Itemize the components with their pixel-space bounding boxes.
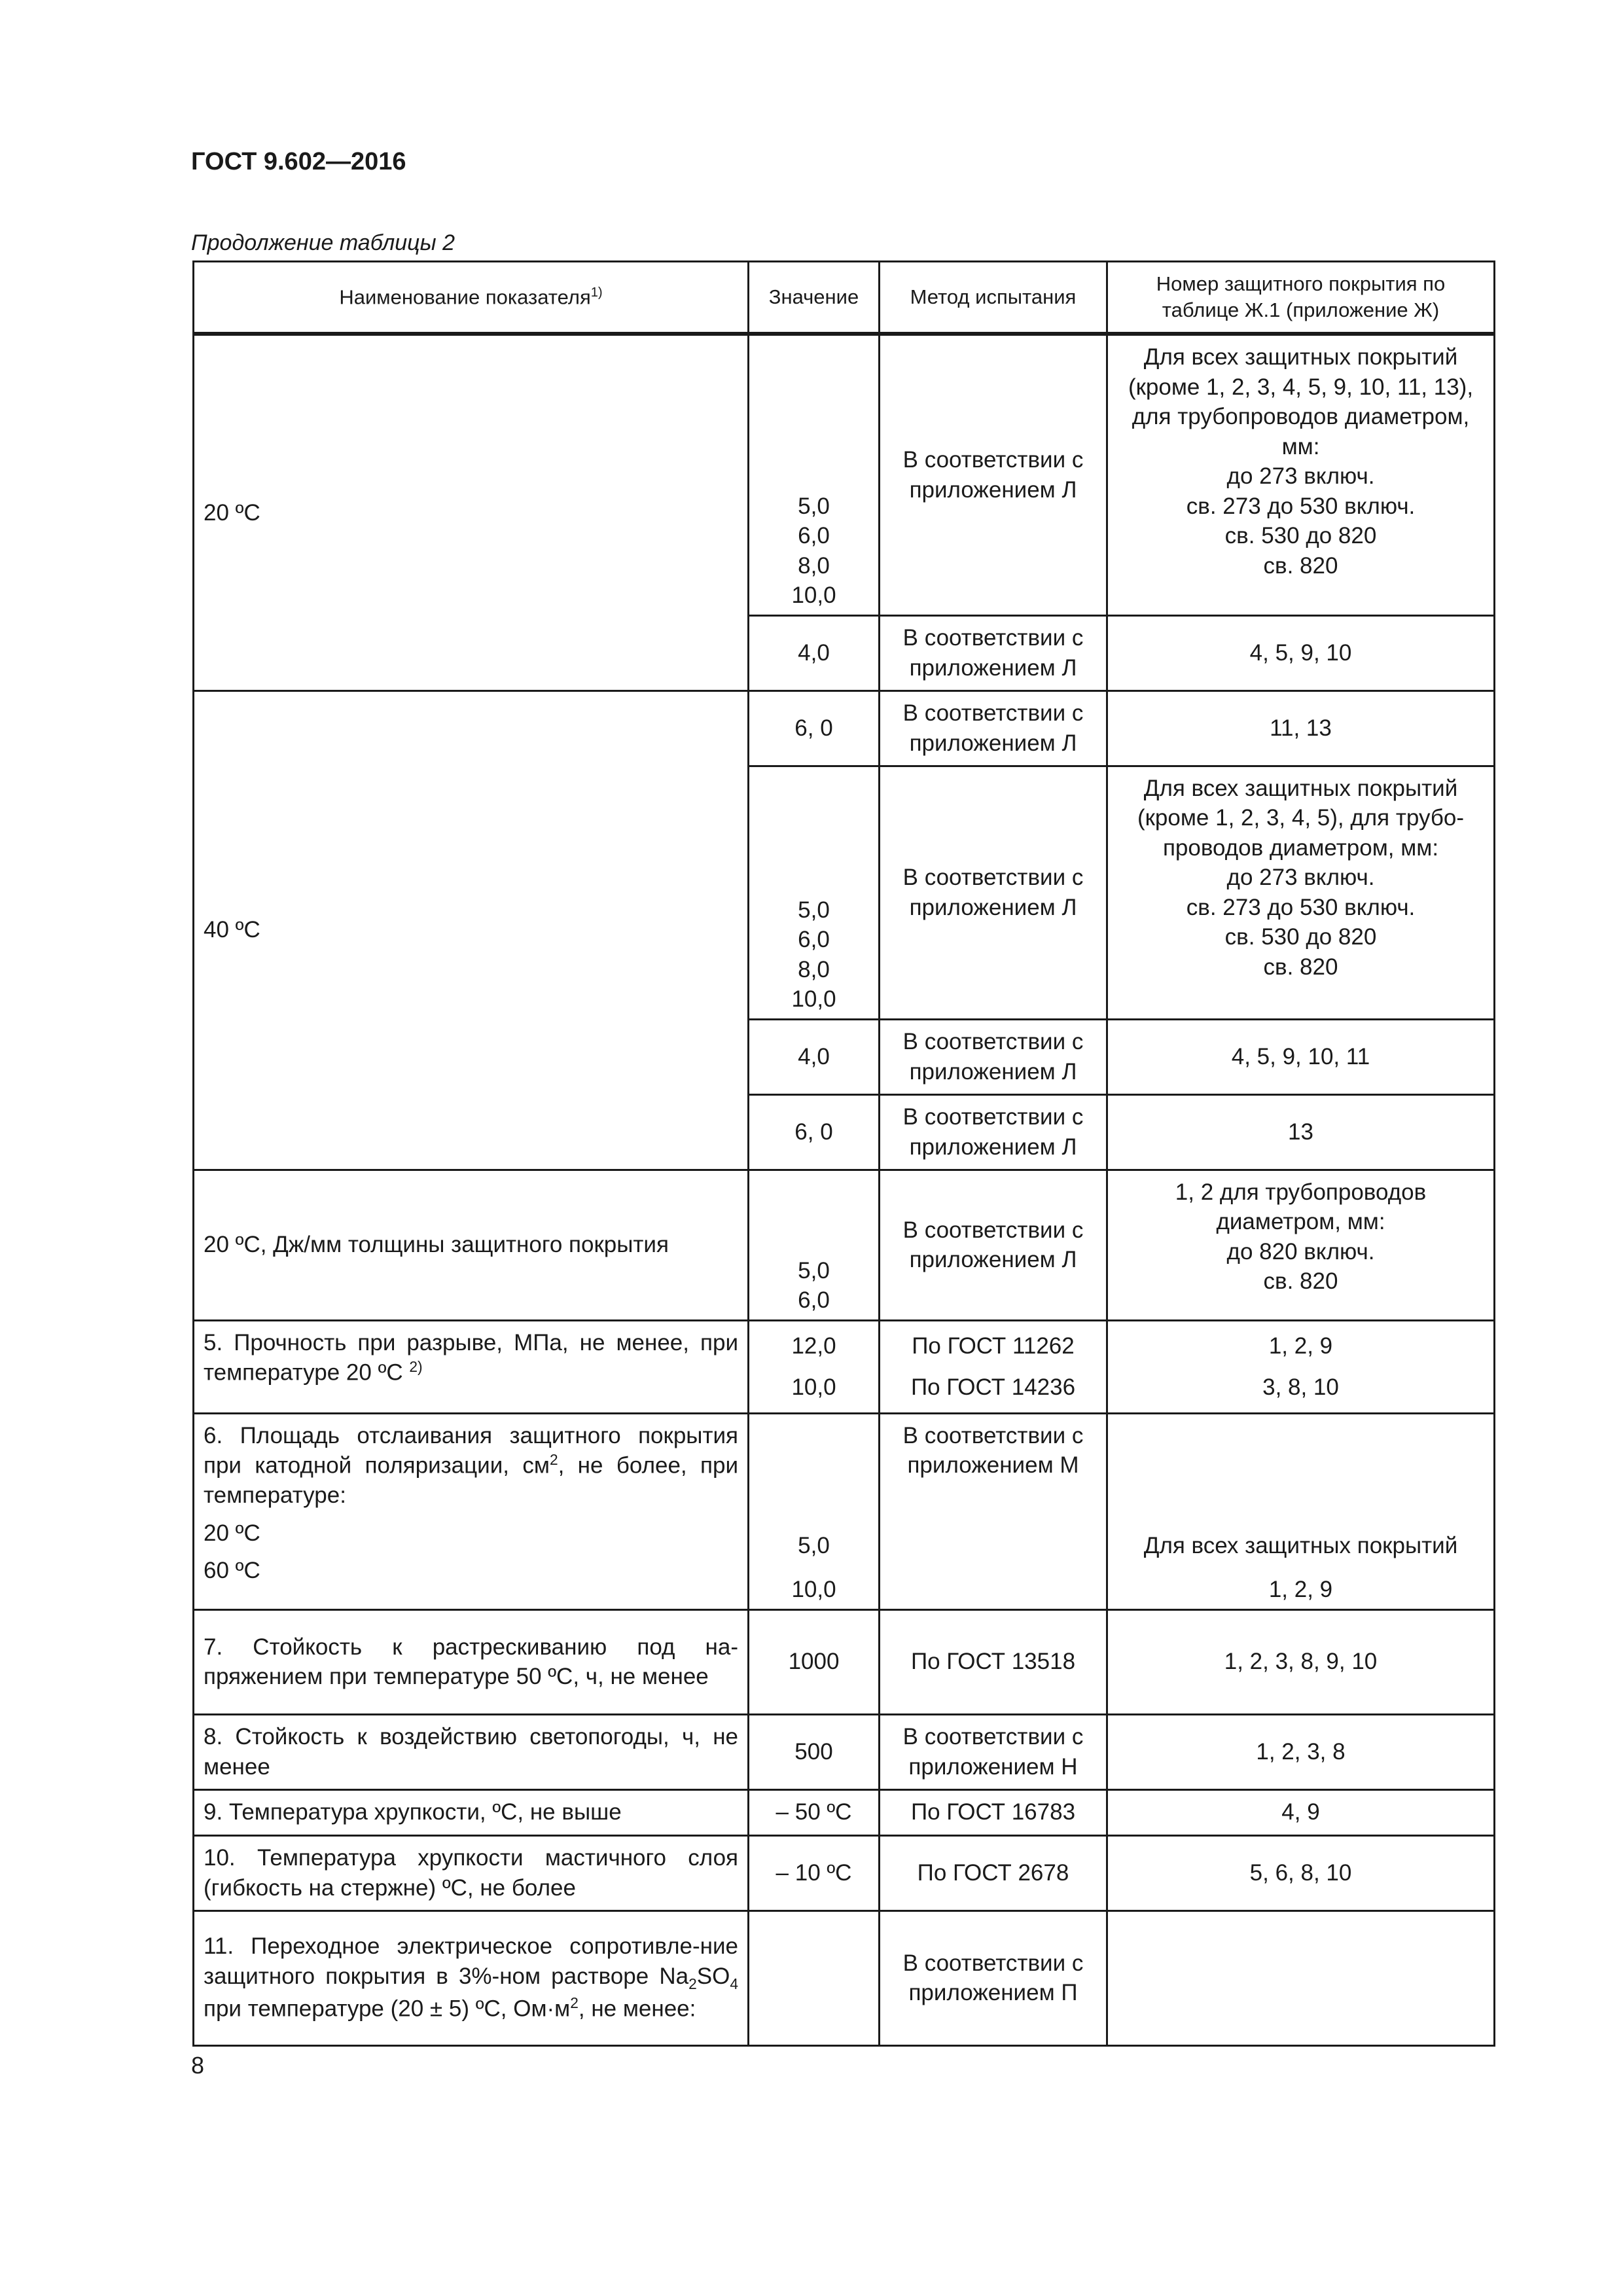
coating-cell: 1, 2, 3, 8 — [1107, 1714, 1495, 1789]
header-indicator-name: Наименование показателя$^{1)}$ — [194, 262, 749, 334]
row-label-peel-area: 6. Площадь отслаивания защитного покрытия при катодной поляризации, $см^2$, не более, при температуре: 20 ºС 60 ºС — [194, 1413, 749, 1609]
value-cell: – 50 ºС — [749, 1789, 880, 1835]
coating-cell — [1107, 1910, 1495, 2045]
value-cell: 6, 0 — [749, 1094, 880, 1170]
coating-cell: Для всех защитных покрытий (кроме 1, 2, 3, 4, 5), для трубо-проводов диаметром, мм: до 273 включ. св. 273 до 530 включ. св. 530 до 820 св. 820 — [1107, 766, 1495, 1019]
table-caption: Продолжение таблицы 2 — [191, 230, 455, 255]
method-cell: В соответствии с приложением Л — [880, 1019, 1107, 1094]
method-cell: В соответствии с приложением П — [880, 1910, 1107, 2045]
document-title: ГОСТ 9.602—2016 — [191, 148, 406, 175]
table-row — [194, 1714, 1495, 1789]
coating-cell: 1, 2, 3, 8, 9, 10 — [1107, 1609, 1495, 1714]
coating-cell: 1, 2, 9 3, 8, 10 — [1107, 1320, 1495, 1413]
header-test-method: Метод испытания — [880, 262, 1107, 334]
value-cell: 6, 0 — [749, 691, 880, 766]
table-row — [194, 1789, 1495, 1835]
method-cell: В соответствии с приложением Л — [880, 691, 1107, 766]
coating-cell: 5, 6, 8, 10 — [1107, 1835, 1495, 1910]
coating-cell: 4, 5, 9, 10, 11 — [1107, 1019, 1495, 1094]
method-cell: По ГОСТ 2678 — [880, 1835, 1107, 1910]
table-row — [194, 1835, 1495, 1910]
method-cell: В соответствии с приложением Н — [880, 1714, 1107, 1789]
row-label-mastic-brittleness: 10. Температура хрупкости мастичного слоя (гибкость на стержне) ºС, не более — [194, 1835, 749, 1910]
coating-cell: 1, 2 для трубопроводов диаметром, мм: до 820 включ. св. 820 — [1107, 1170, 1495, 1320]
coating-cell: 11, 13 — [1107, 691, 1495, 766]
value-cell — [749, 1910, 880, 2045]
row-label-40c: 40 ºС — [194, 691, 749, 1170]
row-label-weathering: 8. Стойкость к воздействию светопогоды, ч, не менее — [194, 1714, 749, 1789]
row-label-transient-resistance: 11. Переходное электрическое сопротивле-ние защитного покрытия в 3%-ном растворе $Na_2SO_4$ при температуре (20 ± 5) ºС, $Ом\cdot м^2$, не менее: — [194, 1910, 749, 2045]
value-cell: 5,0 6,0 — [749, 1170, 880, 1320]
header-coating-number: Номер защитного покрытия по таблице Ж.1 (приложение Ж) — [1107, 262, 1495, 334]
method-cell: По ГОСТ 11262 По ГОСТ 14236 — [880, 1320, 1107, 1413]
value-cell: 5,0 10,0 — [749, 1413, 880, 1609]
value-cell: 12,0 10,0 — [749, 1320, 880, 1413]
table-row — [194, 1320, 1495, 1413]
properties-table — [192, 260, 1495, 2047]
row-label-brittleness-temp: 9. Температура хрупкости, ºС, не выше — [194, 1789, 749, 1835]
value-cell: 4,0 — [749, 1019, 880, 1094]
value-cell: 4,0 — [749, 615, 880, 691]
method-cell: В соответствии с приложением Л — [880, 334, 1107, 615]
header-value: Значение — [749, 262, 880, 334]
table-row — [194, 1413, 1495, 1609]
value-cell: 5,0 6,0 8,0 10,0 — [749, 766, 880, 1019]
method-cell: По ГОСТ 13518 — [880, 1609, 1107, 1714]
row-label-stress-cracking: 7. Стойкость к растрескиванию под на-пряжением при температуре 50 ºС, ч, не менее — [194, 1609, 749, 1714]
table-row — [194, 1910, 1495, 2045]
coating-cell: 4, 9 — [1107, 1789, 1495, 1835]
method-cell: В соответствии с приложением Л — [880, 615, 1107, 691]
table-header-row — [194, 262, 1495, 334]
coating-cell: Для всех защитных покрытий (кроме 1, 2, 3, 4, 5, 9, 10, 11, 13), для трубопроводов диаметром, мм: до 273 включ. св. 273 до 530 включ. св. 530 до 820 св. 820 — [1107, 334, 1495, 615]
method-cell: В соответствии с приложением Л — [880, 1094, 1107, 1170]
value-cell: 1000 — [749, 1609, 880, 1714]
value-cell: – 10 ºС — [749, 1835, 880, 1910]
coating-cell: 13 — [1107, 1094, 1495, 1170]
method-cell: В соответствии с приложением Л — [880, 766, 1107, 1019]
table-row — [194, 334, 1495, 615]
header-footnote-ref: 1) — [590, 285, 603, 300]
table-row — [194, 691, 1495, 766]
row-label-tensile-strength: 5. Прочность при разрыве, МПа, не менее, при температуре 20 ºС $^{2)}$ — [194, 1320, 749, 1413]
method-cell: По ГОСТ 16783 — [880, 1789, 1107, 1835]
value-cell: 5,0 6,0 8,0 10,0 — [749, 334, 880, 615]
method-cell: В соответствии с приложением Л — [880, 1170, 1107, 1320]
table-row — [194, 1609, 1495, 1714]
table-row — [194, 1170, 1495, 1320]
coating-cell: 4, 5, 9, 10 — [1107, 615, 1495, 691]
coating-cell: Для всех защитных покрытий 1, 2, 9 — [1107, 1413, 1495, 1609]
footnote-ref: 2) — [409, 1358, 423, 1375]
page-number: 8 — [191, 2052, 205, 2079]
value-cell: 500 — [749, 1714, 880, 1789]
method-cell: В соответствии с приложением М — [880, 1413, 1107, 1609]
row-label-20c: 20 ºС — [194, 334, 749, 691]
row-label-impact-energy: 20 ºС, Дж/мм толщины защитного покрытия — [194, 1170, 749, 1320]
